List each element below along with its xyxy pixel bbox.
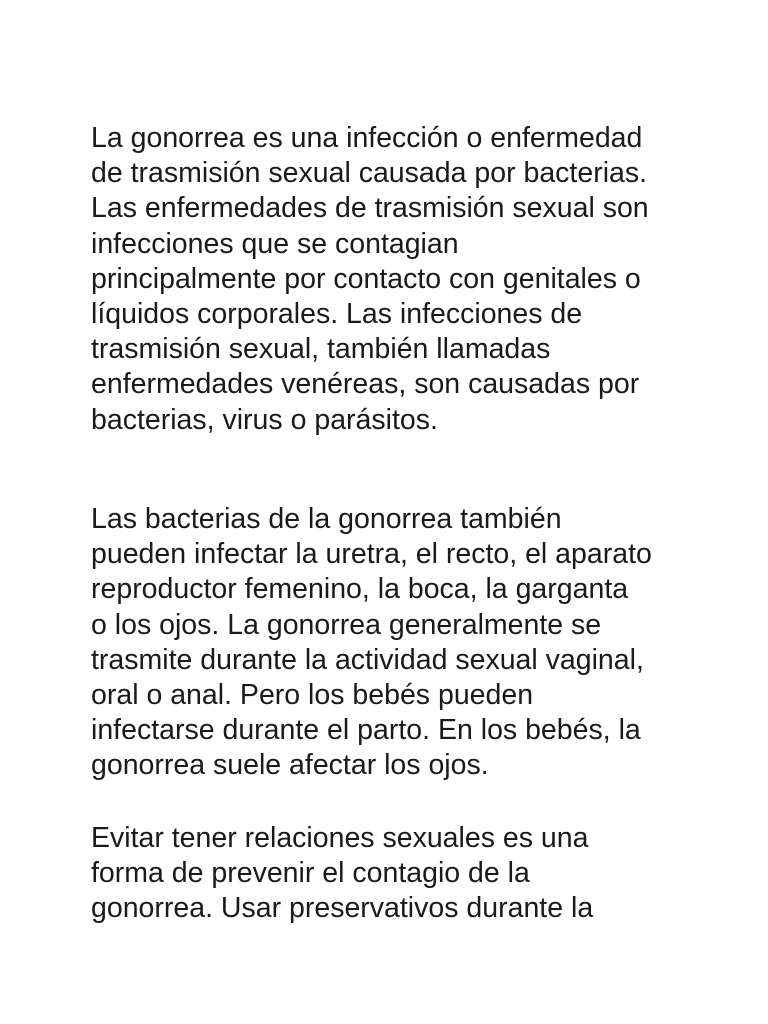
text-line: La gonorrea es una infección o enfermedad [91,122,643,154]
text-line: trasmite durante la actividad sexual vaginal, [91,643,644,676]
text-line: Las enfermedades de trasmisión sexual son [91,192,649,225]
text-line: Evitar tener relaciones sexuales es una [91,822,589,854]
text-line: trasmisión sexual, también llamadas [91,333,551,366]
paragraph-3 [91,821,691,927]
text-line: o los ojos. La gonorrea generalmente se [91,608,602,641]
text-line: bacterias, virus o parásitos. [91,403,438,436]
paragraph-1 [91,121,691,438]
text-line: Las bacterias de la gonorrea también [91,503,562,535]
text-line: reproductor femenino, la boca, la garganta [91,573,629,606]
text-line: de trasmisión sexual causada por bacterias. [91,157,648,190]
text-line: infectarse durante el parto. En los bebés, la [91,714,641,747]
text-line: enfermedades venéreas, son causadas por [91,368,640,401]
text-line: pueden infectar la uretra, el recto, el aparato [91,538,652,571]
text-line: infecciones que se contagian [91,227,459,260]
text-line: principalmente por contacto con genitales o [91,262,641,295]
text-line: líquidos corporales. Las infecciones de [91,298,583,331]
text-line: gonorrea. Usar preservativos durante la [91,892,594,925]
text-line: gonorrea suele afectar los ojos. [91,749,489,782]
text-line: forma de prevenir el contagio de la [91,857,530,890]
text-line: oral o anal. Pero los bebés pueden [91,679,534,712]
paragraph-2 [91,502,691,784]
